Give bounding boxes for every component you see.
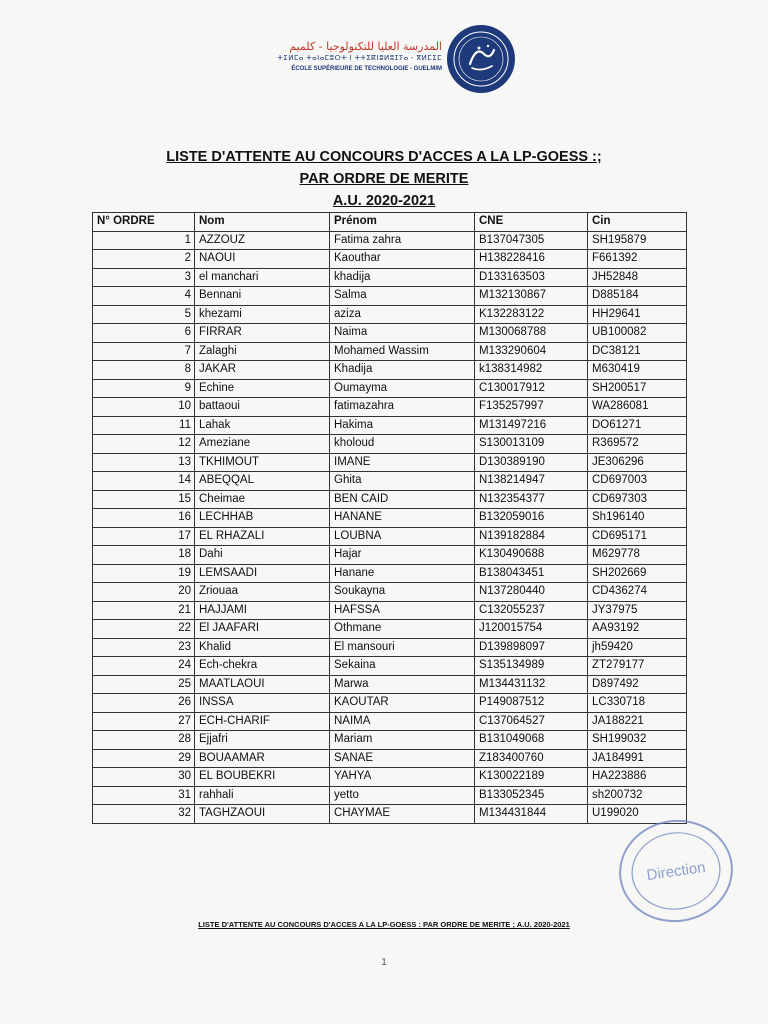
cell-cin: DO61271 xyxy=(588,416,687,435)
cell-nom: Dahi xyxy=(195,546,330,565)
cell-cne: N139182884 xyxy=(475,527,588,546)
cell-nom: ECH-CHARIF xyxy=(195,712,330,731)
cell-cin: SH202669 xyxy=(588,564,687,583)
table-row xyxy=(93,657,687,676)
table-row xyxy=(93,731,687,750)
cell-nom: HAJJAMI xyxy=(195,601,330,620)
table-row xyxy=(93,564,687,583)
cell-nom: Ejjafri xyxy=(195,731,330,750)
cell-nom: JAKAR xyxy=(195,361,330,380)
cell-nom: LECHHAB xyxy=(195,509,330,528)
cell-prenom: IMANE xyxy=(330,453,475,472)
page-number: 1 xyxy=(381,957,387,968)
cell-ordre: 18 xyxy=(93,546,195,565)
cell-prenom: Kaouthar xyxy=(330,250,475,269)
cell-cne: B132059016 xyxy=(475,509,588,528)
cell-prenom: yetto xyxy=(330,786,475,805)
cell-nom: Ameziane xyxy=(195,435,330,454)
cell-cin: JA184991 xyxy=(588,749,687,768)
cell-ordre: 28 xyxy=(93,731,195,750)
cell-cne: F135257997 xyxy=(475,398,588,417)
cell-prenom: khadija xyxy=(330,268,475,287)
cell-cin: DC38121 xyxy=(588,342,687,361)
cell-ordre: 21 xyxy=(93,601,195,620)
cell-ordre: 17 xyxy=(93,527,195,546)
cell-ordre: 9 xyxy=(93,379,195,398)
cell-cin: ZT279177 xyxy=(588,657,687,676)
cell-cne: M130068788 xyxy=(475,324,588,343)
cell-cne: N138214947 xyxy=(475,472,588,491)
table-row xyxy=(93,490,687,509)
cell-cin: M630419 xyxy=(588,361,687,380)
cell-prenom: Hakima xyxy=(330,416,475,435)
cell-prenom: Sekaina xyxy=(330,657,475,676)
school-name-french: ÉCOLE SUPÉRIEURE DE TECHNOLOGIE - GUELMIM xyxy=(291,66,442,72)
cell-cin: jh59420 xyxy=(588,638,687,657)
cell-cne: M133290604 xyxy=(475,342,588,361)
cell-prenom: Naima xyxy=(330,324,475,343)
cell-cne: S130013109 xyxy=(475,435,588,454)
cell-cne: N132354377 xyxy=(475,490,588,509)
cell-cne: S135134989 xyxy=(475,657,588,676)
cell-prenom: Othmane xyxy=(330,620,475,639)
cell-ordre: 22 xyxy=(93,620,195,639)
table-row xyxy=(93,472,687,491)
cell-nom: FIRRAR xyxy=(195,324,330,343)
cell-nom: AZZOUZ xyxy=(195,231,330,250)
table-row xyxy=(93,509,687,528)
cell-cne: M134431132 xyxy=(475,675,588,694)
cell-cin: U199020 xyxy=(588,805,687,824)
cell-cin: SH195879 xyxy=(588,231,687,250)
cell-ordre: 11 xyxy=(93,416,195,435)
table-row xyxy=(93,638,687,657)
cell-cne: M131497216 xyxy=(475,416,588,435)
header-ordre: N° ORDRE xyxy=(93,213,195,232)
cell-nom: El JAAFARI xyxy=(195,620,330,639)
table-row xyxy=(93,601,687,620)
cell-nom: NAOUI xyxy=(195,250,330,269)
cell-nom: Zalaghi xyxy=(195,342,330,361)
cell-cin: JE306296 xyxy=(588,453,687,472)
cell-prenom: KAOUTAR xyxy=(330,694,475,713)
cell-nom: EL RHAZALI xyxy=(195,527,330,546)
cell-prenom: HANANE xyxy=(330,509,475,528)
cell-nom: LEMSAADI xyxy=(195,564,330,583)
cell-cne: C137064527 xyxy=(475,712,588,731)
cell-ordre: 6 xyxy=(93,324,195,343)
cell-ordre: 7 xyxy=(93,342,195,361)
cell-ordre: 20 xyxy=(93,583,195,602)
table-row xyxy=(93,546,687,565)
table-row xyxy=(93,361,687,380)
cell-cin: SH199032 xyxy=(588,731,687,750)
cell-ordre: 32 xyxy=(93,805,195,824)
cell-cne: M134431844 xyxy=(475,805,588,824)
cell-ordre: 27 xyxy=(93,712,195,731)
cell-cin: D897492 xyxy=(588,675,687,694)
cell-cin: Sh196140 xyxy=(588,509,687,528)
footer-text: LISTE D'ATTENTE AU CONCOURS D'ACCES A LA LP-GOESS : PAR ORDRE DE MERITE ; A.U. 2020-2021 xyxy=(198,920,570,929)
table-row xyxy=(93,305,687,324)
cell-cne: D139898097 xyxy=(475,638,588,657)
cell-prenom: BEN CAID xyxy=(330,490,475,509)
table-row xyxy=(93,694,687,713)
cell-cne: D133163503 xyxy=(475,268,588,287)
cell-nom: TAGHZAOUI xyxy=(195,805,330,824)
table-row xyxy=(93,250,687,269)
cell-prenom: Soukayna xyxy=(330,583,475,602)
title-line-2: PAR ORDRE DE MERITE xyxy=(299,171,469,187)
cell-ordre: 4 xyxy=(93,287,195,306)
table-row xyxy=(93,398,687,417)
cell-ordre: 3 xyxy=(93,268,195,287)
header-prenom: Prénom xyxy=(330,213,475,232)
cell-prenom: Oumayma xyxy=(330,379,475,398)
cell-cin: D885184 xyxy=(588,287,687,306)
cell-ordre: 10 xyxy=(93,398,195,417)
table-row xyxy=(93,805,687,824)
cell-prenom: Hanane xyxy=(330,564,475,583)
cell-cin: M629778 xyxy=(588,546,687,565)
cell-nom: Lahak xyxy=(195,416,330,435)
school-header xyxy=(262,40,442,74)
cell-cne: H138228416 xyxy=(475,250,588,269)
table-body xyxy=(93,231,687,823)
cell-prenom: NAIMA xyxy=(330,712,475,731)
cell-ordre: 1 xyxy=(93,231,195,250)
cell-prenom: HAFSSA xyxy=(330,601,475,620)
table-row xyxy=(93,583,687,602)
cell-cne: B133052345 xyxy=(475,786,588,805)
table-row xyxy=(93,342,687,361)
cell-cne: C132055237 xyxy=(475,601,588,620)
cell-ordre: 23 xyxy=(93,638,195,657)
cell-nom: ABEQQAL xyxy=(195,472,330,491)
cell-cin: CD695171 xyxy=(588,527,687,546)
cell-cin: UB100082 xyxy=(588,324,687,343)
table-row xyxy=(93,786,687,805)
cell-prenom: El mansouri xyxy=(330,638,475,657)
cell-cne: J120015754 xyxy=(475,620,588,639)
school-name-tifinagh: ⵜⵉⵍⵎⴰ ⵜⴰⵏⴰⵎⵓⵔⵜ ⵏ ⵜⵜⵉⴽⵏⵓⵍⵓⵊⵢⴰ - ⴳⵍⵎⵉⵎ xyxy=(277,55,442,62)
cell-cin: JH52848 xyxy=(588,268,687,287)
header-cne: CNE xyxy=(475,213,588,232)
cell-cin: CD697303 xyxy=(588,490,687,509)
cell-cin: JY37975 xyxy=(588,601,687,620)
table-row xyxy=(93,379,687,398)
cell-nom: Zriouaa xyxy=(195,583,330,602)
table-row xyxy=(93,749,687,768)
cell-cne: B131049068 xyxy=(475,731,588,750)
title-line-3: A.U. 2020-2021 xyxy=(332,193,436,209)
cell-nom: el manchari xyxy=(195,268,330,287)
cell-nom: INSSA xyxy=(195,694,330,713)
cell-cne: D130389190 xyxy=(475,453,588,472)
title-line-1: LISTE D'ATTENTE AU CONCOURS D'ACCES A LA LP-GOESS :; xyxy=(166,149,602,165)
cell-ordre: 30 xyxy=(93,768,195,787)
cell-cin: CD697003 xyxy=(588,472,687,491)
cell-ordre: 2 xyxy=(93,250,195,269)
cell-ordre: 26 xyxy=(93,694,195,713)
stamp-text: Direction xyxy=(645,858,707,885)
cell-prenom: aziza xyxy=(330,305,475,324)
cell-ordre: 16 xyxy=(93,509,195,528)
cell-prenom: SANAE xyxy=(330,749,475,768)
cell-nom: khezami xyxy=(195,305,330,324)
cell-cne: B137047305 xyxy=(475,231,588,250)
cell-nom: battaoui xyxy=(195,398,330,417)
cell-nom: TKHIMOUT xyxy=(195,453,330,472)
table-row xyxy=(93,527,687,546)
table-row xyxy=(93,435,687,454)
table-row xyxy=(93,675,687,694)
cell-ordre: 19 xyxy=(93,564,195,583)
cell-prenom: CHAYMAE xyxy=(330,805,475,824)
cell-nom: Ech-chekra xyxy=(195,657,330,676)
school-name-arabic: المدرسة العليا للتكنولوجيا - كلميم xyxy=(289,40,442,53)
cell-ordre: 25 xyxy=(93,675,195,694)
table-row xyxy=(93,231,687,250)
table-row xyxy=(93,416,687,435)
cell-cin: AA93192 xyxy=(588,620,687,639)
table-row xyxy=(93,453,687,472)
document-title xyxy=(0,146,768,212)
cell-cin: JA188221 xyxy=(588,712,687,731)
cell-cin: HH29641 xyxy=(588,305,687,324)
cell-nom: EL BOUBEKRI xyxy=(195,768,330,787)
university-seal-icon xyxy=(446,24,516,94)
cell-prenom: Hajar xyxy=(330,546,475,565)
cell-prenom: YAHYA xyxy=(330,768,475,787)
cell-cin: LC330718 xyxy=(588,694,687,713)
direction-stamp-icon xyxy=(614,816,738,926)
cell-cne: K132283122 xyxy=(475,305,588,324)
table-row xyxy=(93,287,687,306)
cell-prenom: kholoud xyxy=(330,435,475,454)
cell-ordre: 8 xyxy=(93,361,195,380)
cell-prenom: fatimazahra xyxy=(330,398,475,417)
cell-prenom: Salma xyxy=(330,287,475,306)
cell-prenom: Mariam xyxy=(330,731,475,750)
cell-prenom: Fatima zahra xyxy=(330,231,475,250)
cell-prenom: LOUBNA xyxy=(330,527,475,546)
cell-nom: Bennani xyxy=(195,287,330,306)
cell-nom: Khalid xyxy=(195,638,330,657)
header-cin: Cin xyxy=(588,213,687,232)
cell-cne: P149087512 xyxy=(475,694,588,713)
cell-nom: rahhali xyxy=(195,786,330,805)
table-header-row xyxy=(93,213,687,232)
cell-ordre: 31 xyxy=(93,786,195,805)
header-nom: Nom xyxy=(195,213,330,232)
cell-nom: BOUAAMAR xyxy=(195,749,330,768)
table-row xyxy=(93,620,687,639)
cell-prenom: Khadija xyxy=(330,361,475,380)
cell-nom: MAATLAOUI xyxy=(195,675,330,694)
cell-nom: Cheimae xyxy=(195,490,330,509)
cell-cne: k138314982 xyxy=(475,361,588,380)
table-row xyxy=(93,268,687,287)
cell-cne: K130490688 xyxy=(475,546,588,565)
cell-cin: WA286081 xyxy=(588,398,687,417)
cell-cne: Z183400760 xyxy=(475,749,588,768)
cell-ordre: 15 xyxy=(93,490,195,509)
cell-ordre: 24 xyxy=(93,657,195,676)
cell-cin: R369572 xyxy=(588,435,687,454)
cell-prenom: Mohamed Wassim xyxy=(330,342,475,361)
cell-cne: N137280440 xyxy=(475,583,588,602)
cell-ordre: 5 xyxy=(93,305,195,324)
cell-cin: sh200732 xyxy=(588,786,687,805)
cell-cne: M132130867 xyxy=(475,287,588,306)
cell-ordre: 12 xyxy=(93,435,195,454)
table-row xyxy=(93,768,687,787)
cell-cne: B138043451 xyxy=(475,564,588,583)
cell-ordre: 13 xyxy=(93,453,195,472)
cell-ordre: 14 xyxy=(93,472,195,491)
cell-prenom: Ghita xyxy=(330,472,475,491)
cell-cin: CD436274 xyxy=(588,583,687,602)
cell-cne: K130022189 xyxy=(475,768,588,787)
cell-cne: C130017912 xyxy=(475,379,588,398)
cell-cin: F661392 xyxy=(588,250,687,269)
cell-cin: SH200517 xyxy=(588,379,687,398)
cell-prenom: Marwa xyxy=(330,675,475,694)
table-row xyxy=(93,324,687,343)
cell-nom: Echine xyxy=(195,379,330,398)
waiting-list-table xyxy=(92,212,687,824)
cell-cin: HA223886 xyxy=(588,768,687,787)
cell-ordre: 29 xyxy=(93,749,195,768)
table-row xyxy=(93,712,687,731)
